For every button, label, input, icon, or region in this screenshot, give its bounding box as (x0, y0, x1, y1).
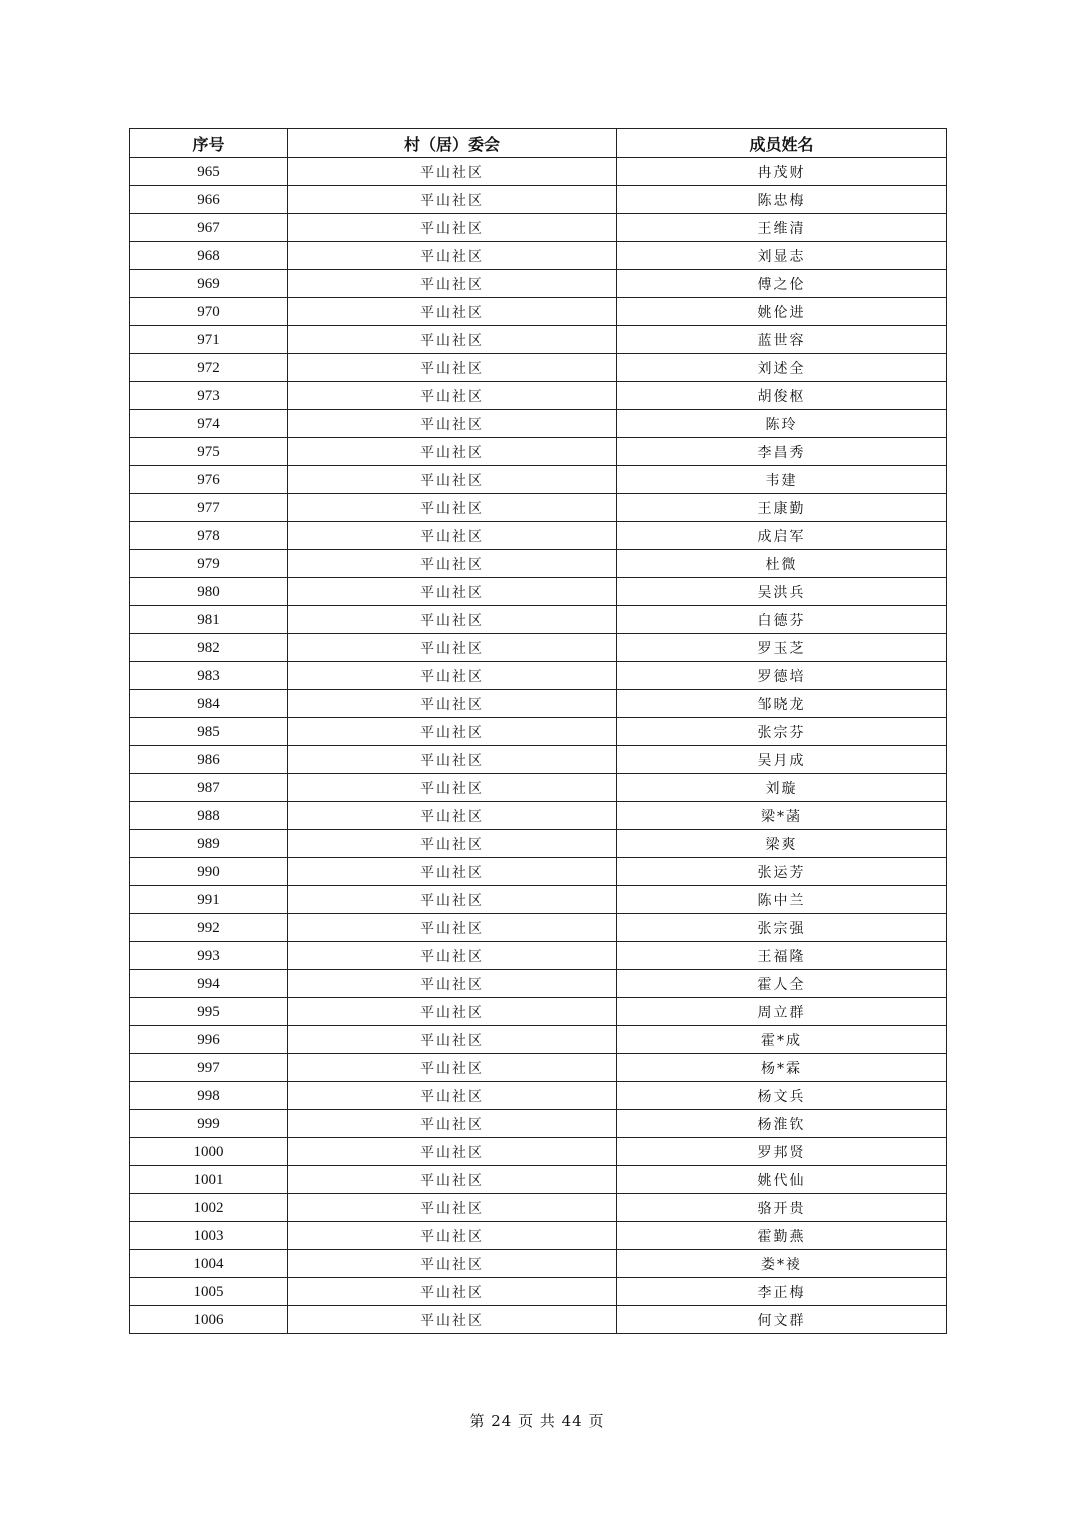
table-row (130, 494, 947, 522)
row-committee: 平山社区 (288, 1138, 617, 1166)
row-member-name: 罗德培 (617, 662, 947, 690)
row-member-name: 刘述全 (617, 354, 947, 382)
row-committee: 平山社区 (288, 1194, 617, 1222)
row-member-name: 霍*成 (617, 1026, 947, 1054)
row-committee: 平山社区 (288, 1166, 617, 1194)
row-committee: 平山社区 (288, 802, 617, 830)
row-serial-number: 1000 (130, 1138, 288, 1166)
row-committee: 平山社区 (288, 382, 617, 410)
row-member-name: 杨文兵 (617, 1082, 947, 1110)
header-serial-number: 序号 (130, 129, 288, 158)
row-serial-number: 988 (130, 802, 288, 830)
row-member-name: 骆开贵 (617, 1194, 947, 1222)
table-row (130, 1110, 947, 1138)
row-committee: 平山社区 (288, 578, 617, 606)
row-committee: 平山社区 (288, 1250, 617, 1278)
row-serial-number: 1001 (130, 1166, 288, 1194)
row-committee: 平山社区 (288, 214, 617, 242)
table-row (130, 270, 947, 298)
row-serial-number: 981 (130, 606, 288, 634)
row-member-name: 韦建 (617, 466, 947, 494)
page-number: 第 24 页 共 44 页 (469, 1412, 605, 1430)
row-serial-number: 971 (130, 326, 288, 354)
row-member-name: 张宗强 (617, 914, 947, 942)
row-committee: 平山社区 (288, 410, 617, 438)
table-row (130, 550, 947, 578)
row-member-name: 成启军 (617, 522, 947, 550)
row-member-name: 杨*霖 (617, 1054, 947, 1082)
row-member-name: 王福隆 (617, 942, 947, 970)
row-serial-number: 972 (130, 354, 288, 382)
row-member-name: 李正梅 (617, 1278, 947, 1306)
table-row (130, 522, 947, 550)
row-serial-number: 986 (130, 746, 288, 774)
table-header (130, 129, 947, 158)
table-row (130, 718, 947, 746)
row-member-name: 梁*菡 (617, 802, 947, 830)
row-member-name: 娄*祾 (617, 1250, 947, 1278)
row-serial-number: 985 (130, 718, 288, 746)
row-committee: 平山社区 (288, 830, 617, 858)
row-member-name: 吴月成 (617, 746, 947, 774)
row-serial-number: 970 (130, 298, 288, 326)
member-table (129, 128, 947, 1334)
row-committee: 平山社区 (288, 970, 617, 998)
row-committee: 平山社区 (288, 718, 617, 746)
row-member-name: 姚代仙 (617, 1166, 947, 1194)
row-member-name: 姚伦进 (617, 298, 947, 326)
row-serial-number: 977 (130, 494, 288, 522)
table-row (130, 242, 947, 270)
row-serial-number: 992 (130, 914, 288, 942)
row-member-name: 陈玲 (617, 410, 947, 438)
row-committee: 平山社区 (288, 662, 617, 690)
table-row (130, 1138, 947, 1166)
table-row (130, 802, 947, 830)
table-row (130, 774, 947, 802)
table-body (130, 158, 947, 1334)
row-committee: 平山社区 (288, 942, 617, 970)
row-serial-number: 1002 (130, 1194, 288, 1222)
row-serial-number: 991 (130, 886, 288, 914)
row-serial-number: 1004 (130, 1250, 288, 1278)
row-serial-number: 1005 (130, 1278, 288, 1306)
row-committee: 平山社区 (288, 858, 617, 886)
row-serial-number: 974 (130, 410, 288, 438)
row-member-name: 白德芬 (617, 606, 947, 634)
row-committee: 平山社区 (288, 1278, 617, 1306)
table-row (130, 354, 947, 382)
row-committee: 平山社区 (288, 550, 617, 578)
table-row (130, 1166, 947, 1194)
row-serial-number: 987 (130, 774, 288, 802)
row-member-name: 霍人全 (617, 970, 947, 998)
row-serial-number: 980 (130, 578, 288, 606)
row-committee: 平山社区 (288, 886, 617, 914)
row-serial-number: 978 (130, 522, 288, 550)
table-row (130, 886, 947, 914)
table-row (130, 186, 947, 214)
row-serial-number: 966 (130, 186, 288, 214)
row-committee: 平山社区 (288, 1054, 617, 1082)
row-committee: 平山社区 (288, 354, 617, 382)
row-committee: 平山社区 (288, 1306, 617, 1334)
row-committee: 平山社区 (288, 466, 617, 494)
table-row (130, 438, 947, 466)
row-committee: 平山社区 (288, 1082, 617, 1110)
row-committee: 平山社区 (288, 186, 617, 214)
table-row (130, 858, 947, 886)
row-member-name: 傅之伦 (617, 270, 947, 298)
row-member-name: 冉茂财 (617, 158, 947, 186)
row-committee: 平山社区 (288, 242, 617, 270)
row-committee: 平山社区 (288, 606, 617, 634)
row-member-name: 罗玉芝 (617, 634, 947, 662)
row-committee: 平山社区 (288, 746, 617, 774)
table-row (130, 466, 947, 494)
table-row (130, 746, 947, 774)
table-row (130, 1278, 947, 1306)
row-committee: 平山社区 (288, 634, 617, 662)
row-committee: 平山社区 (288, 158, 617, 186)
row-serial-number: 983 (130, 662, 288, 690)
table-row (130, 662, 947, 690)
table-row (130, 1082, 947, 1110)
table-row (130, 1194, 947, 1222)
row-member-name: 邹晓龙 (617, 690, 947, 718)
row-member-name: 李昌秀 (617, 438, 947, 466)
row-serial-number: 990 (130, 858, 288, 886)
row-serial-number: 973 (130, 382, 288, 410)
row-committee: 平山社区 (288, 690, 617, 718)
row-member-name: 王维清 (617, 214, 947, 242)
table-row (130, 158, 947, 186)
row-member-name: 霍勤燕 (617, 1222, 947, 1250)
row-committee: 平山社区 (288, 1026, 617, 1054)
table-row (130, 1222, 947, 1250)
table-row (130, 298, 947, 326)
row-committee: 平山社区 (288, 270, 617, 298)
row-committee: 平山社区 (288, 438, 617, 466)
header-member-name: 成员姓名 (617, 129, 947, 158)
row-serial-number: 995 (130, 998, 288, 1026)
row-committee: 平山社区 (288, 1222, 617, 1250)
row-member-name: 杨淮钦 (617, 1110, 947, 1138)
table-row (130, 578, 947, 606)
table-row (130, 970, 947, 998)
table-row (130, 606, 947, 634)
table-row (130, 1026, 947, 1054)
row-member-name: 张运芳 (617, 858, 947, 886)
header-row (130, 129, 947, 158)
row-member-name: 蓝世容 (617, 326, 947, 354)
row-serial-number: 993 (130, 942, 288, 970)
row-serial-number: 996 (130, 1026, 288, 1054)
row-serial-number: 998 (130, 1082, 288, 1110)
row-member-name: 刘璇 (617, 774, 947, 802)
row-member-name: 何文群 (617, 1306, 947, 1334)
row-member-name: 刘显志 (617, 242, 947, 270)
row-serial-number: 1006 (130, 1306, 288, 1334)
row-serial-number: 989 (130, 830, 288, 858)
row-serial-number: 969 (130, 270, 288, 298)
table-row (130, 1054, 947, 1082)
row-serial-number: 975 (130, 438, 288, 466)
row-member-name: 杜微 (617, 550, 947, 578)
row-serial-number: 965 (130, 158, 288, 186)
table-row (130, 690, 947, 718)
row-member-name: 吴洪兵 (617, 578, 947, 606)
row-committee: 平山社区 (288, 1110, 617, 1138)
row-committee: 平山社区 (288, 774, 617, 802)
table-row (130, 830, 947, 858)
row-member-name: 陈中兰 (617, 886, 947, 914)
row-member-name: 周立群 (617, 998, 947, 1026)
row-serial-number: 1003 (130, 1222, 288, 1250)
row-committee: 平山社区 (288, 298, 617, 326)
row-committee: 平山社区 (288, 998, 617, 1026)
table-row (130, 914, 947, 942)
table-row (130, 1250, 947, 1278)
table-row (130, 326, 947, 354)
header-committee: 村（居）委会 (288, 129, 617, 158)
row-serial-number: 999 (130, 1110, 288, 1138)
table-row (130, 214, 947, 242)
table-row (130, 382, 947, 410)
row-serial-number: 968 (130, 242, 288, 270)
row-committee: 平山社区 (288, 522, 617, 550)
row-member-name: 胡俊枢 (617, 382, 947, 410)
row-member-name: 陈忠梅 (617, 186, 947, 214)
table-row (130, 998, 947, 1026)
row-committee: 平山社区 (288, 494, 617, 522)
row-serial-number: 994 (130, 970, 288, 998)
row-serial-number: 979 (130, 550, 288, 578)
table-row (130, 942, 947, 970)
row-committee: 平山社区 (288, 326, 617, 354)
table-row (130, 1306, 947, 1334)
table-row (130, 634, 947, 662)
row-member-name: 罗邦贤 (617, 1138, 947, 1166)
row-member-name: 张宗芬 (617, 718, 947, 746)
row-serial-number: 997 (130, 1054, 288, 1082)
row-committee: 平山社区 (288, 914, 617, 942)
row-serial-number: 967 (130, 214, 288, 242)
row-member-name: 梁爽 (617, 830, 947, 858)
row-member-name: 王康勤 (617, 494, 947, 522)
row-serial-number: 982 (130, 634, 288, 662)
table-row (130, 410, 947, 438)
row-serial-number: 976 (130, 466, 288, 494)
row-serial-number: 984 (130, 690, 288, 718)
